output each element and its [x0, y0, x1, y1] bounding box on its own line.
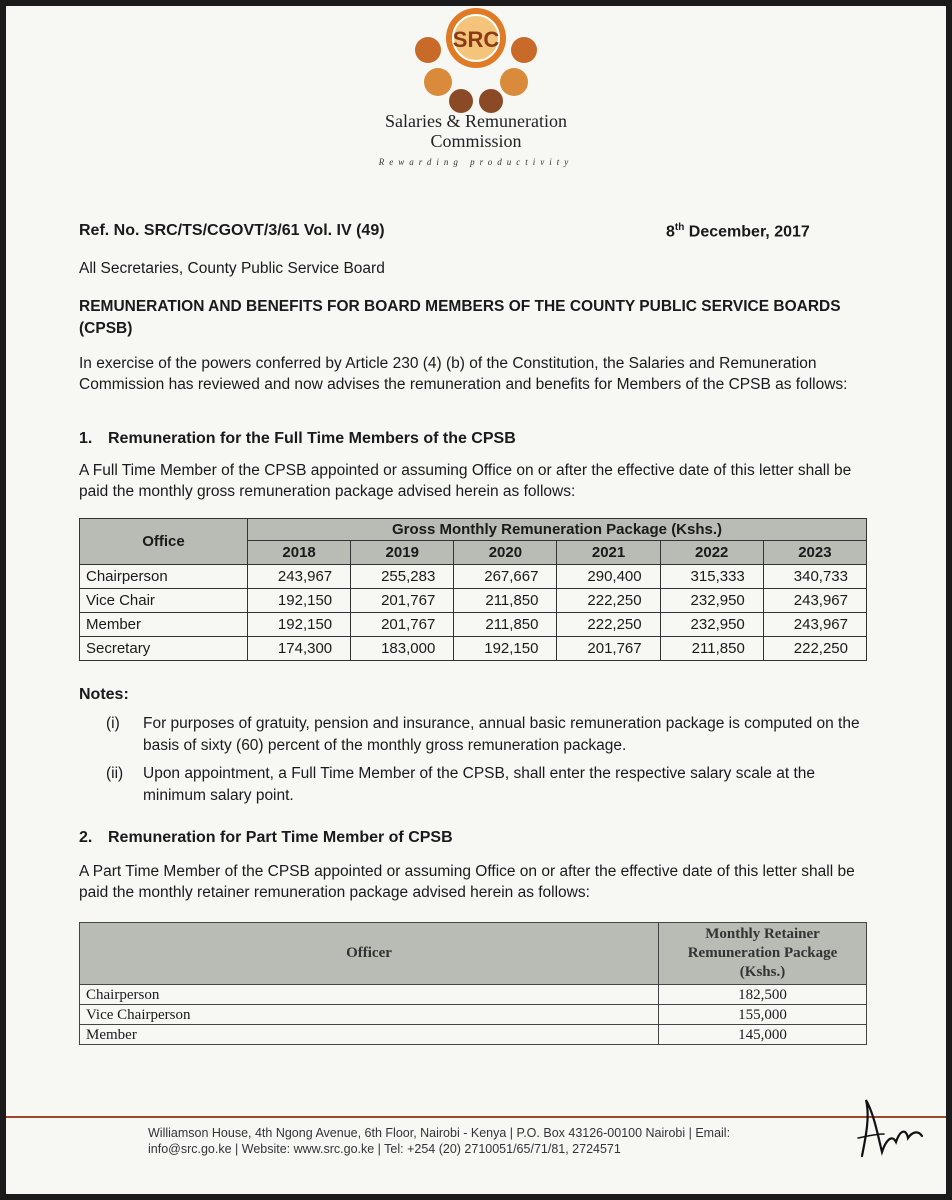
- gross-package-header: Gross Monthly Remuneration Package (Kshs.): [248, 519, 867, 541]
- footer-contact: [148, 1125, 848, 1157]
- note-key: (ii): [106, 765, 124, 782]
- section-1-paragraph: A Full Time Member of the CPSB appointed or assuming Office on or after the effective date of this letter shall be paid the monthly gross remuneration package advised herein as follows:: [79, 462, 852, 500]
- value-cell: 222,250: [557, 613, 660, 637]
- year-header: 2018: [248, 541, 351, 565]
- reference-number: Ref. No. SRC/TS/CGOVT/3/61 Vol. IV (49): [79, 222, 385, 239]
- value-cell: 232,950: [660, 589, 763, 613]
- note-text: For purposes of gratuity, pension and insurance, annual basic remuneration package is computed on the basis of sixty (60) percent of the monthly gross remuneration package.: [143, 715, 860, 754]
- logo-text: SRC: [452, 27, 500, 52]
- value-cell: 201,767: [351, 613, 454, 637]
- year-header: 2021: [557, 541, 660, 565]
- value-cell: 211,850: [454, 613, 557, 637]
- table-row: [80, 1025, 867, 1045]
- src-logo-icon: [386, 6, 566, 114]
- value-cell: 201,767: [351, 589, 454, 613]
- value-cell: 192,150: [248, 613, 351, 637]
- letter-page: [6, 6, 946, 1194]
- signature-icon: [848, 1086, 928, 1166]
- org-tagline: Rewarding productivity: [378, 157, 574, 167]
- note-key: (i): [106, 715, 120, 732]
- part-time-retainer-table: [79, 922, 867, 1045]
- value-cell: 182,500: [659, 985, 867, 1005]
- table-row: [80, 589, 867, 613]
- value-cell: 155,000: [659, 1005, 867, 1025]
- value-cell: 290,400: [557, 565, 660, 589]
- year-header: 2022: [660, 541, 763, 565]
- table-row: [80, 613, 867, 637]
- officer-cell: Vice Chairperson: [80, 1005, 659, 1025]
- note-text: Upon appointment, a Full Time Member of the CPSB, shall enter the respective salary scale at the minimum salary point.: [143, 765, 815, 804]
- value-cell: 267,667: [454, 565, 557, 589]
- org-name-line2: Commission: [430, 131, 522, 151]
- value-cell: 174,300: [248, 637, 351, 661]
- value-cell: 192,150: [248, 589, 351, 613]
- value-cell: 222,250: [557, 589, 660, 613]
- year-header: 2019: [351, 541, 454, 565]
- value-cell: 183,000: [351, 637, 454, 661]
- officer-cell: Chairperson: [80, 985, 659, 1005]
- org-name-line1: Salaries & Remuneration: [385, 111, 567, 131]
- value-cell: 243,967: [248, 565, 351, 589]
- value-cell: 340,733: [763, 565, 866, 589]
- value-cell: 222,250: [763, 637, 866, 661]
- value-cell: 255,283: [351, 565, 454, 589]
- officer-header: Officer: [80, 923, 659, 985]
- retainer-package-header: Monthly Retainer Remuneration Package (Kshs.): [659, 923, 867, 985]
- value-cell: 192,150: [454, 637, 557, 661]
- intro-paragraph: In exercise of the powers conferred by Article 230 (4) (b) of the Constitution, the Salaries and Remuneration Commission has reviewed and now advises the remuneration and benefits for Members of the CPSB as follows:: [79, 355, 848, 393]
- table-row: [80, 637, 867, 661]
- footer-divider: [6, 1116, 946, 1118]
- footer-line-1: Williamson House, 4th Ngong Avenue, 6th Floor, Nairobi - Kenya | P.O. Box 43126-00100 Nairobi | Email:: [148, 1126, 731, 1140]
- year-header: 2020: [454, 541, 557, 565]
- value-cell: 211,850: [454, 589, 557, 613]
- value-cell: 201,767: [557, 637, 660, 661]
- value-cell: 315,333: [660, 565, 763, 589]
- value-cell: 243,967: [763, 613, 866, 637]
- value-cell: 145,000: [659, 1025, 867, 1045]
- office-cell: Vice Chair: [80, 589, 248, 613]
- letter-heading: REMUNERATION AND BENEFITS FOR BOARD MEMBERS OF THE COUNTY PUBLIC SERVICE BOARDS (CPSB): [79, 298, 841, 337]
- letter-date: 8th December, 2017: [666, 222, 810, 241]
- year-header: 2023: [763, 541, 866, 565]
- table-row: [80, 985, 867, 1005]
- value-cell: 211,850: [660, 637, 763, 661]
- full-time-remuneration-table: [79, 518, 867, 661]
- office-cell: Member: [80, 613, 248, 637]
- office-cell: Chairperson: [80, 565, 248, 589]
- note-item: [106, 713, 876, 757]
- value-cell: 232,950: [660, 613, 763, 637]
- officer-cell: Member: [80, 1025, 659, 1045]
- footer-line-2: info@src.go.ke | Website: www.src.go.ke | Tel: +254 (20) 2710051/65/71/81, 2724571: [148, 1142, 621, 1156]
- section-2-title: 2. Remuneration for Part Time Member of CPSB: [79, 829, 453, 846]
- notes-title: Notes:: [79, 686, 129, 703]
- table-row: [80, 1005, 867, 1025]
- section-1-title: 1. Remuneration for the Full Time Members of the CPSB: [79, 430, 516, 447]
- addressee: All Secretaries, County Public Service Board: [79, 260, 385, 277]
- office-header: Office: [80, 519, 248, 565]
- note-item: [106, 763, 876, 807]
- office-cell: Secretary: [80, 637, 248, 661]
- value-cell: 243,967: [763, 589, 866, 613]
- table-row: [80, 565, 867, 589]
- section-2-paragraph: A Part Time Member of the CPSB appointed or assuming Office on or after the effective date of this letter shall be paid the monthly retainer remuneration package advised herein as follows:: [79, 863, 855, 901]
